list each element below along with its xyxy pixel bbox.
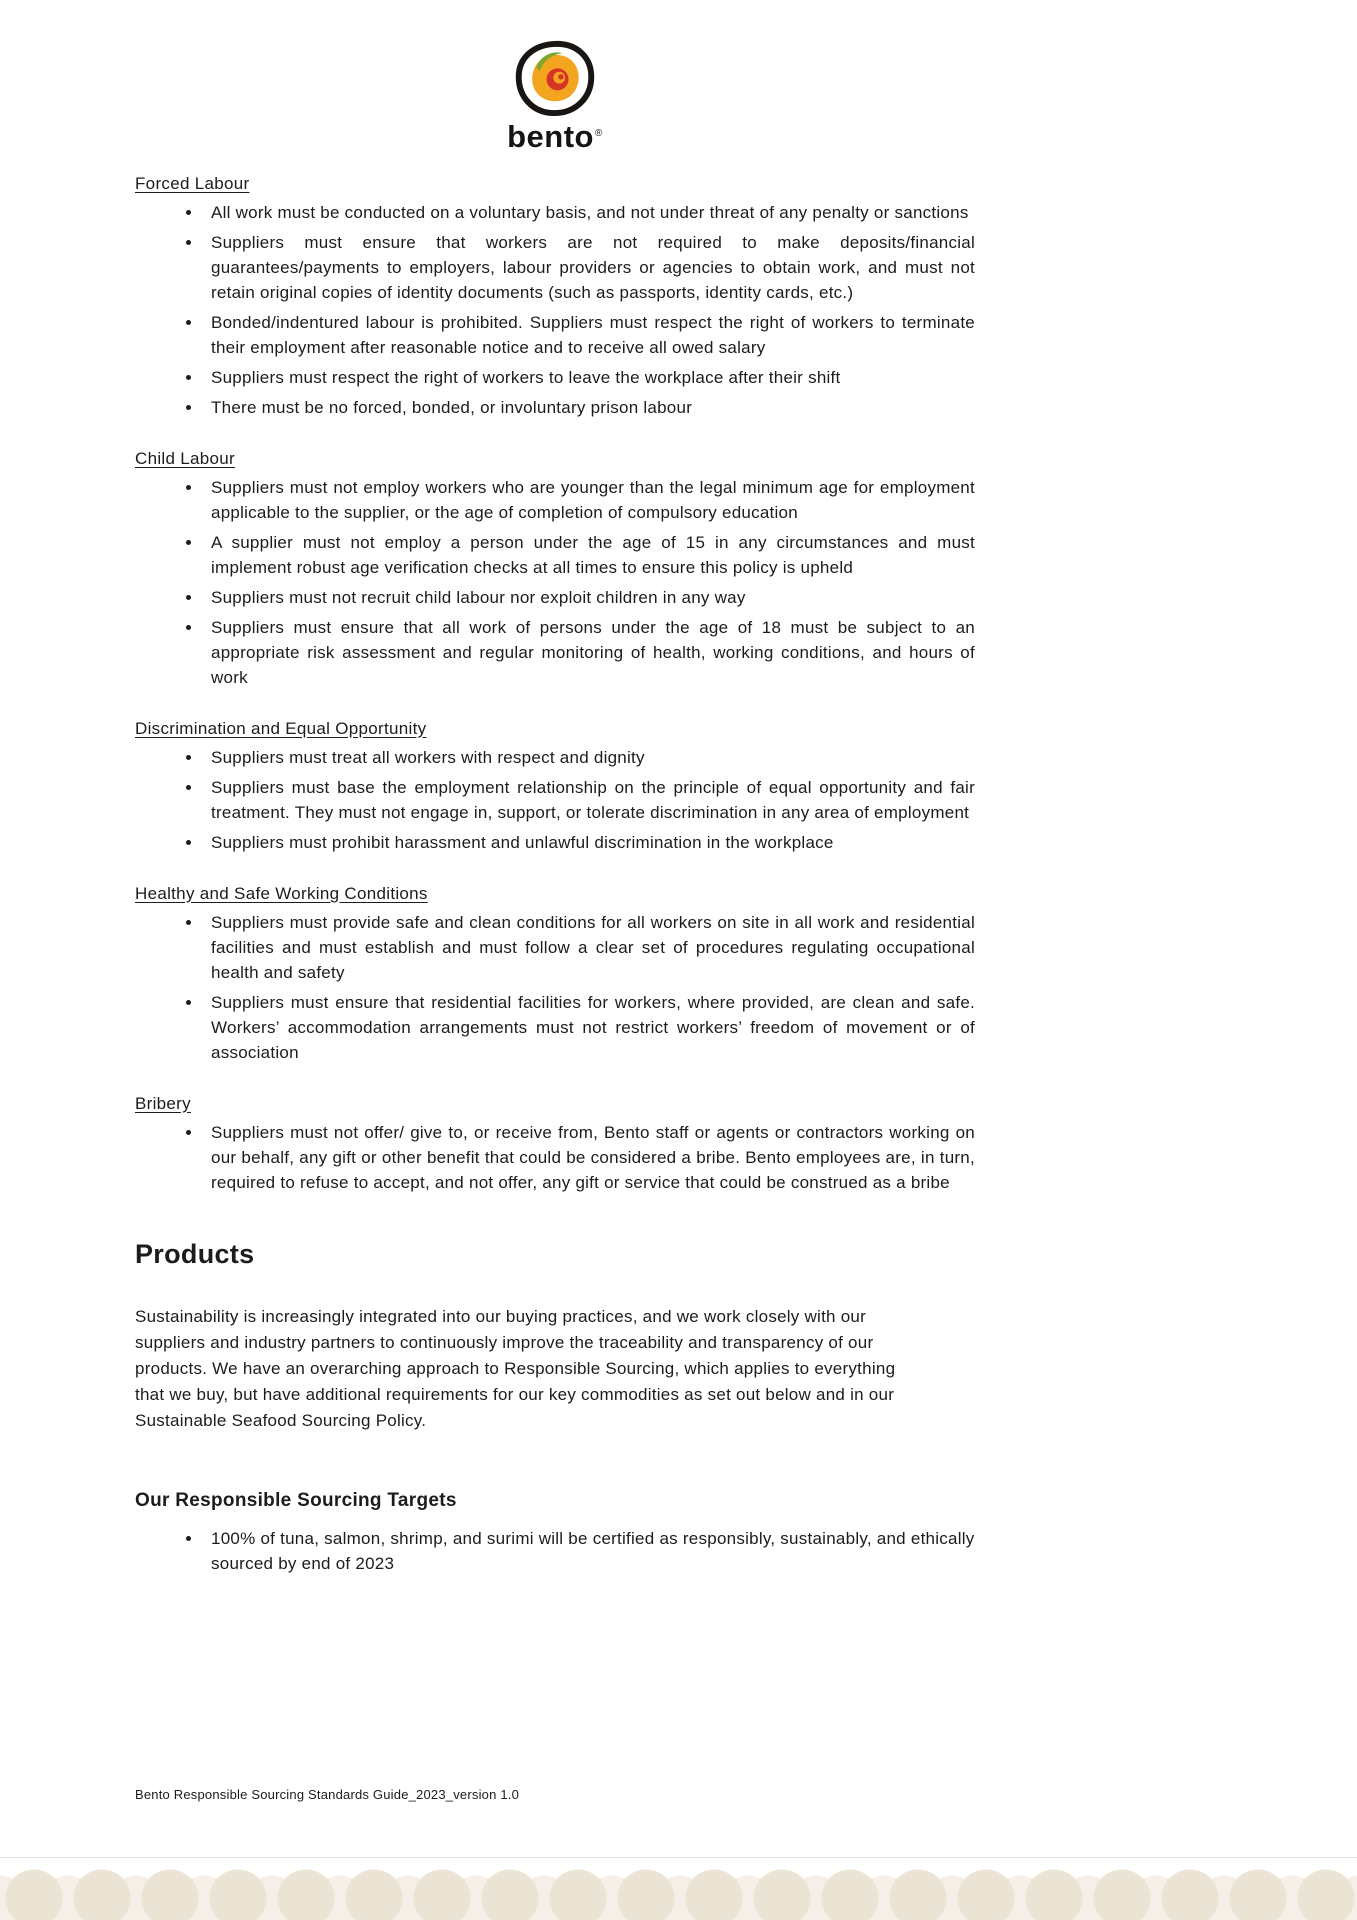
products-heading: Products — [135, 1238, 255, 1269]
section-health-safety — [135, 884, 975, 1065]
logo-wordmark-text: bento — [507, 119, 594, 154]
section-title: Forced Labour — [135, 173, 250, 193]
bullet-list — [135, 745, 975, 855]
registered-trademark-symbol: ® — [595, 127, 603, 139]
section-title: Bribery — [135, 1093, 191, 1113]
products-paragraph: Sustainability is increasingly integrated into our buying practices, and we work closely with our suppliers and industry partners to continuously improve the traceability and transparency of our products. We have an overarching approach to Responsible Sourcing, which applies to everything that we buy, but have additional requirements for our key commodities as set out below and in our Sustainable Seafood Sourcing Policy. — [135, 1306, 896, 1430]
brand-logo — [135, 38, 975, 154]
bullet-list — [135, 1120, 975, 1195]
bullet-item: • Suppliers must ensure that residential facilities for workers, where provided, are clean and safe. Workers’ accommodation arrangements must not restrict workers’ freedom of movement or of association — [203, 990, 975, 1065]
bullet-item: • All work must be conducted on a voluntary basis, and not under threat of any penalty or sanctions — [203, 200, 975, 225]
section-products — [135, 1239, 975, 1576]
bullet-item: • Bonded/indentured labour is prohibited. Suppliers must respect the right of workers to terminate their employment after reasonable notice and to receive all owed salary — [203, 310, 975, 360]
bullet-item: • Suppliers must provide safe and clean conditions for all workers on site in all work and residential facilities and must establish and must follow a clear set of procedures regulating occupational health and safety — [203, 910, 975, 985]
bullet-item: • There must be no forced, bonded, or involuntary prison labour — [203, 395, 975, 420]
bullet-item: • Suppliers must respect the right of workers to leave the workplace after their shift — [203, 365, 975, 390]
bullet-list — [135, 475, 975, 690]
scallop-border-decoration — [0, 1856, 1357, 1920]
section-discrimination — [135, 719, 975, 855]
bullet-item: • Suppliers must not offer/ give to, or receive from, Bento staff or agents or contractors working on our behalf, any gift or other benefit that could be considered a bribe. Bento employees are, in turn, required to refuse to accept, and not offer, any gift or service that could be construed as a bribe — [203, 1120, 975, 1195]
bullet-item: • Suppliers must not recruit child labour nor exploit children in any way — [203, 585, 975, 610]
section-title: Child Labour — [135, 448, 235, 468]
section-child-labour — [135, 449, 975, 690]
bullet-item: • Suppliers must not employ workers who are younger than the legal minimum age for employment applicable to the supplier, or the age of completion of compulsory education — [203, 475, 975, 525]
bento-logo-icon — [511, 38, 599, 119]
targets-heading: Our Responsible Sourcing Targets — [135, 1489, 457, 1511]
targets-list — [135, 1526, 975, 1576]
bullet-item: • Suppliers must treat all workers with respect and dignity — [203, 745, 975, 770]
document-footer-text: Bento Responsible Sourcing Standards Guide_2023_version 1.0 — [135, 1787, 519, 1802]
section-bribery — [135, 1094, 975, 1195]
bullet-item: • Suppliers must prohibit harassment and unlawful discrimination in the workplace — [203, 830, 975, 855]
bullet-item: • Suppliers must base the employment relationship on the principle of equal opportunity and fair treatment. They must not engage in, support, or tolerate discrimination in any area of employment — [203, 775, 975, 825]
bullet-item: • 100% of tuna, salmon, shrimp, and surimi will be certified as responsibly, sustainably, and ethically sourced by end of 2023 — [203, 1526, 975, 1576]
section-forced-labour — [135, 174, 975, 420]
section-title: Discrimination and Equal Opportunity — [135, 718, 427, 738]
bullet-item: • Suppliers must ensure that all work of persons under the age of 18 must be subject to an appropriate risk assessment and regular monitoring of health, working conditions, and hours of work — [203, 615, 975, 690]
logo-wordmark — [135, 121, 975, 154]
bullet-item: • Suppliers must ensure that workers are not required to make deposits/financial guarantees/payments to employers, labour providers or agencies to obtain work, and must not retain original copies of identity documents (such as passports, identity cards, etc.) — [203, 230, 975, 305]
bottom-divider — [0, 1857, 1357, 1858]
bullet-item: • A supplier must not employ a person under the age of 15 in any circumstances and must implement robust age verification checks at all times to ensure this policy is upheld — [203, 530, 975, 580]
section-title: Healthy and Safe Working Conditions — [135, 883, 428, 903]
bullet-list — [135, 200, 975, 420]
bullet-list — [135, 910, 975, 1065]
